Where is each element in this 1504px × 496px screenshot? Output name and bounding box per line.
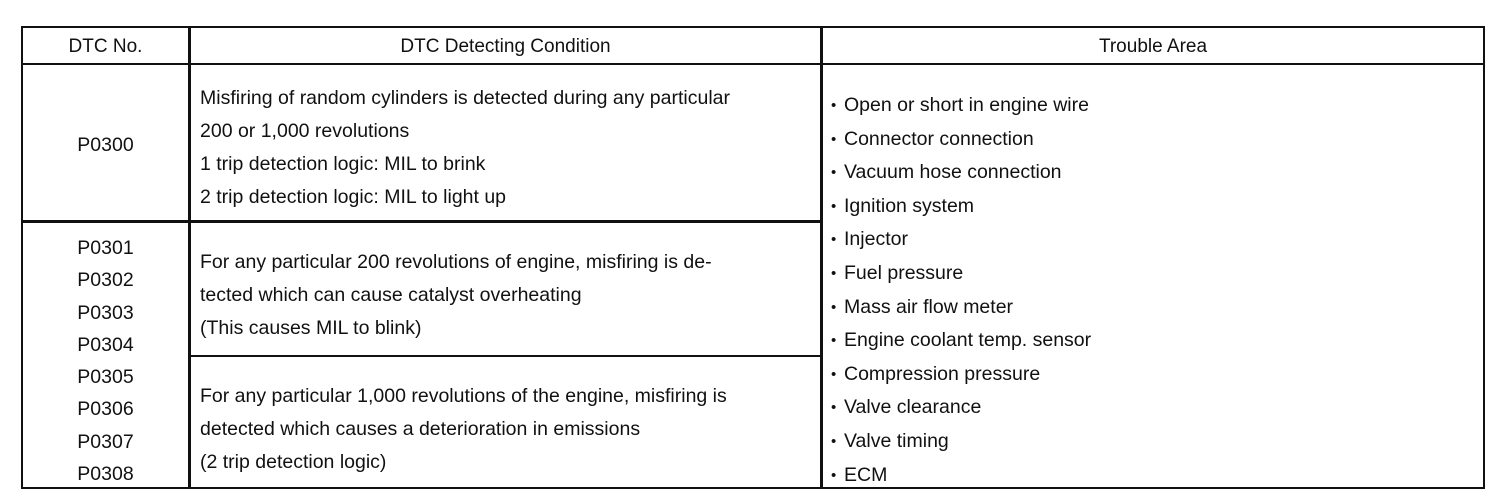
header-trouble-area: Trouble Area xyxy=(1098,36,1208,57)
dtc-code-cell-p0300 xyxy=(23,129,188,161)
list-item xyxy=(831,324,1091,358)
condition-line: 1 trip detection logic: MIL to brink xyxy=(200,153,486,175)
bullet-icon: • xyxy=(831,197,837,215)
condition-cell-200-revolutions xyxy=(200,246,712,345)
trouble-area-item: Valve timing xyxy=(844,429,949,452)
bullet-icon: • xyxy=(831,332,837,350)
list-item xyxy=(831,223,1091,257)
condition-divider xyxy=(189,355,821,357)
dtc-code-cell-p0301-p0308 xyxy=(23,232,188,490)
trouble-area-item: Fuel pressure xyxy=(844,261,964,284)
list-item xyxy=(831,89,1091,123)
trouble-area-item: Compression pressure xyxy=(844,362,1041,385)
bullet-icon: • xyxy=(831,399,837,417)
trouble-area-item: Open or short in engine wire xyxy=(844,94,1089,116)
dtc-code: P0303 xyxy=(77,301,134,324)
list-item xyxy=(831,358,1091,392)
condition-line: Misfiring of random cylinders is detected during any particular xyxy=(200,87,730,109)
list-item xyxy=(831,257,1091,291)
dtc-code: P0307 xyxy=(77,430,134,453)
trouble-area-item: Vacuum hose connection xyxy=(844,161,1062,184)
list-item xyxy=(831,291,1091,325)
list-item xyxy=(831,123,1091,157)
column-divider-2 xyxy=(820,28,823,487)
bullet-icon: • xyxy=(831,231,837,249)
trouble-area-item: Mass air flow meter xyxy=(844,295,1014,318)
trouble-area-item: ECM xyxy=(844,463,888,486)
trouble-area-list xyxy=(831,89,1091,492)
condition-cell-1000-revolutions xyxy=(200,380,727,479)
trouble-area-item: Engine coolant temp. sensor xyxy=(844,329,1092,352)
condition-line: (This causes MIL to blink) xyxy=(200,317,422,339)
dtc-code: P0302 xyxy=(77,269,134,292)
condition-cell-p0300 xyxy=(200,82,730,214)
list-item xyxy=(831,425,1091,459)
dtc-code: P0308 xyxy=(77,463,134,486)
condition-line: 2 trip detection logic: MIL to light up xyxy=(200,186,507,208)
bullet-icon: • xyxy=(831,97,837,114)
dtc-table xyxy=(21,26,1485,489)
dtc-code: P0301 xyxy=(77,237,134,259)
bullet-icon: • xyxy=(831,365,837,383)
trouble-area-item: Connector connection xyxy=(844,127,1034,150)
list-item xyxy=(831,156,1091,190)
condition-line: For any particular 200 revolutions of engine, misfiring is de- xyxy=(200,251,712,273)
header-detecting-condition: DTC Detecting Condition xyxy=(400,36,611,57)
trouble-area-item: Valve clearance xyxy=(844,396,982,419)
condition-line: For any particular 1,000 revolutions of the engine, misfiring is xyxy=(200,385,727,407)
bullet-icon: • xyxy=(831,130,837,148)
bullet-icon: • xyxy=(831,298,837,316)
bullet-icon: • xyxy=(831,264,837,282)
trouble-area-cell xyxy=(831,89,1091,492)
trouble-area-item: Injector xyxy=(844,228,908,251)
header-dtc-no: DTC No. xyxy=(68,36,143,57)
list-item xyxy=(831,190,1091,224)
condition-line: detected which causes a deterioration in emissions xyxy=(200,418,641,440)
bullet-icon: • xyxy=(831,466,837,484)
row-divider-p0300 xyxy=(23,220,821,223)
column-divider-1 xyxy=(188,28,191,487)
condition-line: tected which can cause catalyst overheating xyxy=(200,284,582,306)
dtc-code: P0300 xyxy=(77,134,134,156)
dtc-code: P0306 xyxy=(77,398,134,421)
condition-line: (2 trip detection logic) xyxy=(200,451,387,473)
dtc-code: P0305 xyxy=(77,366,134,389)
bullet-icon: • xyxy=(831,164,837,182)
bullet-icon: • xyxy=(831,432,837,450)
list-item xyxy=(831,459,1091,493)
trouble-area-item: Ignition system xyxy=(844,194,975,217)
dtc-code: P0304 xyxy=(77,333,134,356)
list-item xyxy=(831,391,1091,425)
condition-line: 200 or 1,000 revolutions xyxy=(200,120,410,142)
